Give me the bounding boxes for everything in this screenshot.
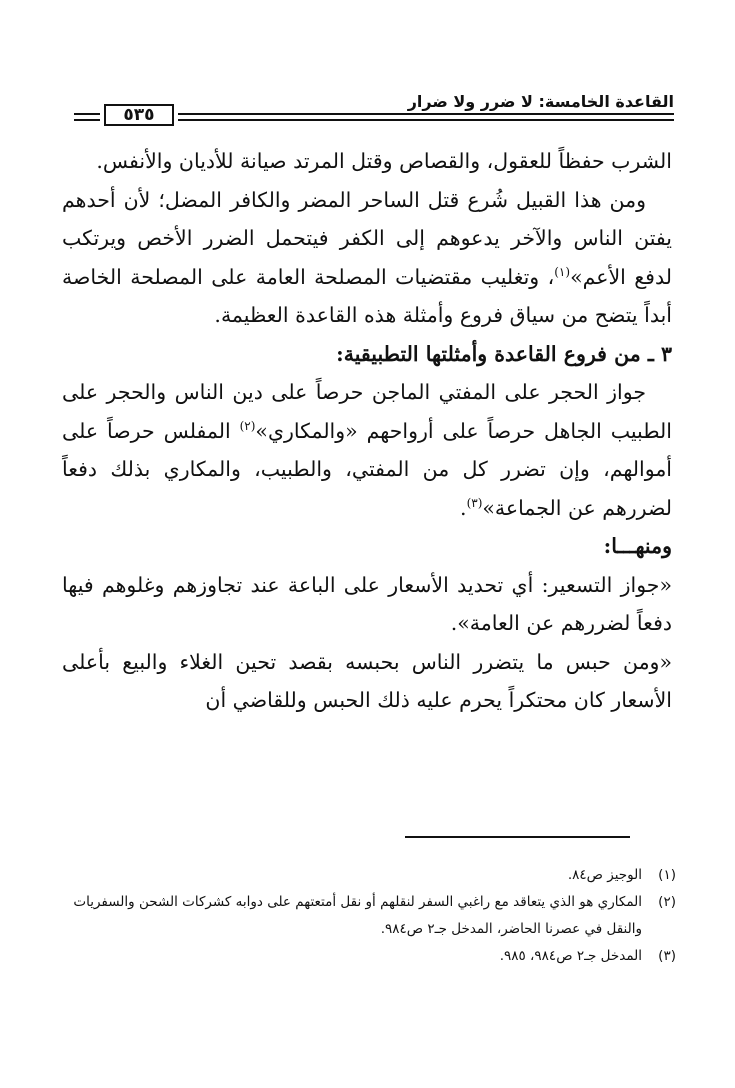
header-rule-left-top <box>74 113 100 115</box>
running-title: القاعدة الخامسة: لا ضرر ولا ضرار <box>407 92 674 111</box>
footnote-mark: (٢) <box>658 894 676 910</box>
page-header <box>74 88 674 136</box>
header-rule-left-bottom <box>74 119 100 121</box>
footnote-mark: (١) <box>658 867 676 883</box>
footnote-2 <box>66 889 676 943</box>
paragraph-hajr <box>62 373 672 527</box>
footnote-1 <box>66 862 676 889</box>
subheading-minha: ومنهـــا: <box>603 534 672 558</box>
paragraph-text: المفلس حرصاً على أموالهم، وإن تضرر كل من المفتي، والطبيب، والمكاري بذلك دفعاً لضررهم عن الجماعة» <box>62 418 672 520</box>
footnote-separator <box>405 836 630 838</box>
section-heading: ٣ ـ من فروع القاعدة وأمثلتها التطبيقية: <box>336 341 672 366</box>
footnote-ref: (٢) <box>239 418 256 433</box>
header-rule-top <box>178 113 674 115</box>
paragraph-sorcerer <box>62 181 672 335</box>
footnote-3 <box>66 943 676 970</box>
footnote-mark: (٣) <box>658 948 676 964</box>
paragraph-text: جواز الحجر على المفتي الماجن حرصاً على دين الناس والحجر على الطبيب الجاهل حرصاً على أرواحهم «والمكاري» <box>62 380 672 443</box>
footnote-ref: (١) <box>554 264 571 279</box>
paragraph-tasir: «جواز التسعير: أي تحديد الأسعار على الباعة عند تجاوزهم وغلوهم فيها دفعاً لضررهم عن العامة». <box>62 572 672 635</box>
footnote-text: المكاري هو الذي يتعاقد مع راغبي السفر لنقلهم أو نقل أمتعتهم على دوابه كشركات الشحن والسفريات والنقل في عصرنا الحاضر، المدخل جـ٢ ص٩٨٤. <box>73 894 642 937</box>
paragraph-text: ، وتغليب مقتضيات المصلحة العامة على المصلحة الخاصة أبداً يتضح من سياق فروع وأمثلة هذه القاعدة العظيمة. <box>62 264 672 327</box>
header-rule-bottom <box>178 119 674 121</box>
paragraph-ihtikar: «ومن حبس ما يتضرر الناس بحبسه بقصد تحين الغلاء والبيع بأعلى الأسعار كان محتكراً يحرم عليه ذلك الحبس وللقاضي أن <box>62 649 672 712</box>
footnote-ref: (٣) <box>466 495 483 510</box>
main-text <box>62 142 672 720</box>
footnotes <box>66 862 676 970</box>
footnote-text: الوجيز ص٨٤. <box>567 867 642 883</box>
paragraph-text: . <box>460 495 467 520</box>
page-number: ٥٣٥ <box>104 104 174 126</box>
paragraph-continuation: الشرب حفظاً للعقول، والقصاص وقتل المرتد صيانة للأديان والأنفس. <box>96 149 672 173</box>
paragraph-text: ومن هذا القبيل شُرع قتل الساحر المضر والكافر المضل؛ لأن أحدهم يفتن الناس والآخر يدعوهم إلى الكفر فيتحمل الضرر الأخص ويرتكب لدفع الأعم» <box>62 187 672 289</box>
footnote-text: المدخل جـ٢ ص٩٨٤، ٩٨٥. <box>499 948 642 964</box>
